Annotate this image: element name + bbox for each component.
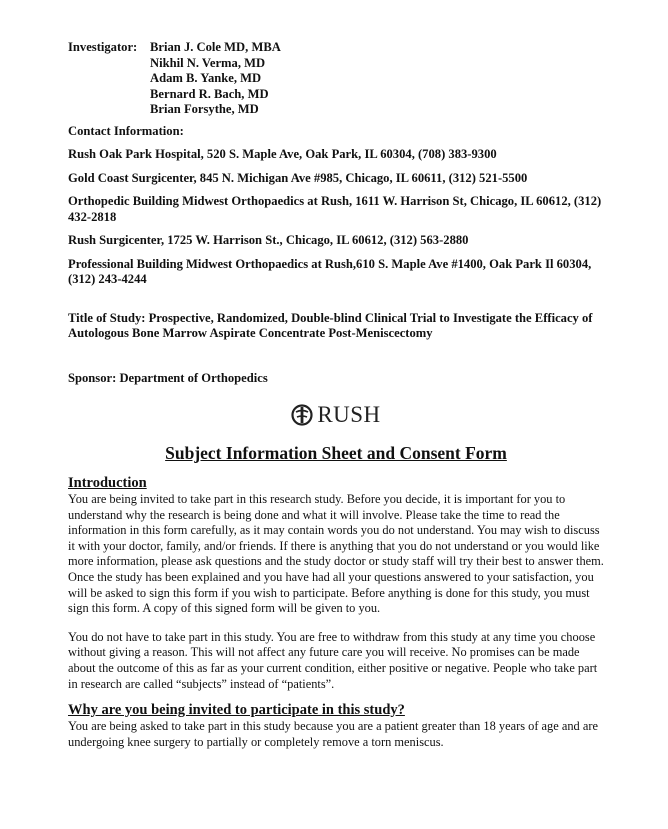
introduction-paragraph: You do not have to take part in this study. You are free to withdraw from this study at any time you choose without giving a reason. This will not affect any future care you will receive. No promises can be made about the outcome of this as far as your current condition, either positive or negative. People who take part in research are called “subjects” instead of “patients”.: [68, 629, 598, 691]
study-title: Title of Study: Prospective, Randomized, Double-blind Clinical Trial to Investigate the Efficacy of Autologous Bone Marrow Aspirate Concentrate Post-Meniscectomy: [68, 310, 593, 340]
contact-location: Rush Surgicenter, 1725 W. Harrison St., Chicago, IL 60612, (312) 563-2880: [68, 233, 469, 247]
why-heading: Why are you being invited to participate in this study?: [68, 702, 405, 719]
rush-emblem-icon: [291, 404, 313, 426]
introduction-paragraph: You are being invited to take part in this research study. Before you decide, it is important for you to understand why the research is being done and what it will involve. Please take the time to read the information in this form carefully, as it may contain words you do not understand. You may wish to discuss it with your doctor, family, and/or friends. If there is anything that you do not understand or you would like more information, please ask questions and the study doctor or study staff will try their best to answer them. Once the study has been explained and you have had all your questions answered to your satisfaction, you will be asked to sign this form if you wish to participate. Before anything is done for this study, you must sign this form. A copy of this signed form will be given to you.: [68, 492, 604, 616]
investigator-name: Adam B. Yanke, MD: [150, 71, 262, 85]
contact-location: Orthopedic Building Midwest Orthopaedics at Rush, 1611 W. Harrison St, Chicago, IL 60612, (312) 432-2818: [68, 194, 602, 224]
investigator-name: Bernard R. Bach, MD: [150, 86, 269, 101]
contact-heading: Contact Information:: [68, 123, 184, 138]
introduction-heading: Introduction: [68, 475, 147, 491]
contact-location: Professional Building Midwest Orthopaedics at Rush,610 S. Maple Ave #1400, Oak Park Il 60304,(312) 243-4244: [68, 256, 592, 286]
investigator-name: Brian J. Cole MD, MBA: [150, 40, 281, 54]
form-title: Subject Information Sheet and Consent Form: [165, 443, 507, 463]
investigator-label: Investigator:: [68, 40, 138, 54]
investigator-name: Nikhil N. Verma, MD: [150, 55, 266, 70]
rush-logo: [68, 400, 604, 430]
contact-location: Gold Coast Surgicenter, 845 N. Michigan Ave #985, Chicago, IL 60611, (312) 521-5500: [68, 170, 528, 185]
investigator-name: Brian Forsythe, MD: [150, 102, 259, 116]
document-page: [68, 40, 604, 750]
study-sponsor: Sponsor: Department of Orthopedics: [68, 370, 268, 385]
contact-location: Rush Oak Park Hospital, 520 S. Maple Ave, Oak Park, IL 60304, (708) 383-9300: [68, 147, 497, 161]
investigator-block: [68, 40, 604, 118]
logo-text: RUSH: [317, 402, 381, 427]
investigator-names: [150, 40, 281, 118]
why-paragraph: You are being asked to take part in this study because you are a patient greater than 18 years of age and are undergoing knee surgery to partially or completely remove a torn meniscus.: [68, 719, 598, 749]
